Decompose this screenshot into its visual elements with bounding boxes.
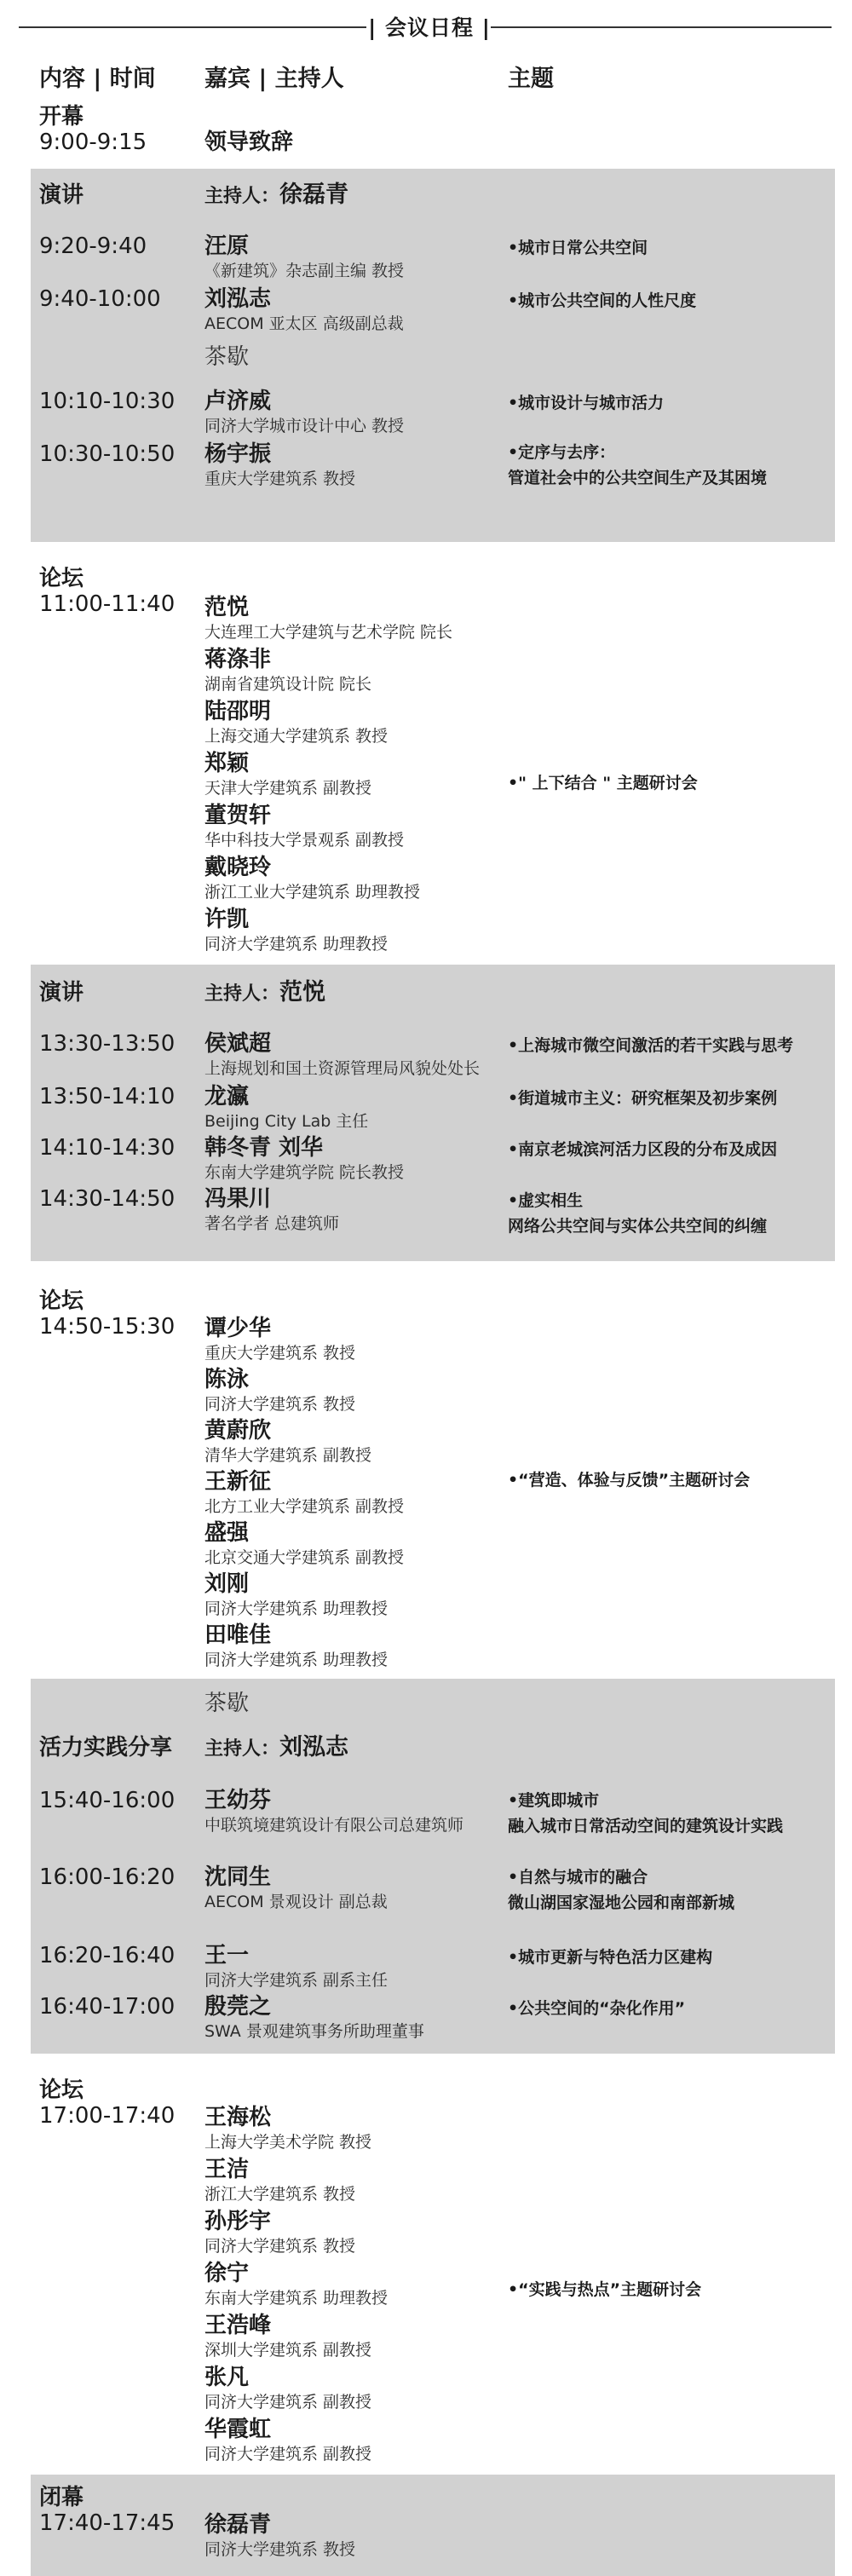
talk-1-row-4-speaker: 杨宇振 [204, 441, 272, 467]
agenda-title-bar [0, 5, 852, 39]
host-prefix: 主持人： [204, 186, 280, 207]
forum-3-panelist-affiliation: 同济大学建筑系 教授 [204, 2237, 356, 2256]
forum-2-panelist-name: 盛强 [204, 1520, 250, 1546]
practice-row-2-topic-line2: 微山湖国家湿地公园和南部新城 [508, 1893, 735, 1912]
forum-2-panelist-name: 黄蔚欣 [204, 1418, 272, 1444]
forum-1-time: 11:00-11:40 [39, 591, 176, 617]
opening-label: 开幕 [39, 104, 84, 130]
title-rule-right [491, 26, 832, 28]
talk-2-row-3-topic: •南京老城滨河活力区段的分布及成因 [508, 1140, 778, 1159]
practice-row-4-affiliation: SWA 景观建筑事务所助理董事 [204, 2022, 424, 2041]
talk-1-label: 演讲 [39, 182, 84, 208]
talk-1-row-4-topic-line2: 管道社会中的公共空间生产及其困境 [508, 469, 768, 487]
practice-row-4-topic: •公共空间的“杂化作用” [508, 1999, 686, 2018]
talk-1-row-2-time: 9:40-10:00 [39, 286, 161, 312]
forum-2-panelist-affiliation: 同济大学建筑系 助理教授 [204, 1651, 389, 1669]
practice-row-2-time: 16:00-16:20 [39, 1864, 176, 1890]
talk-1-row-2-topic: •城市公共空间的人性尺度 [508, 291, 697, 310]
host-name: 刘泓志 [279, 1734, 349, 1761]
talk-1-row-1-speaker: 汪原 [204, 233, 250, 259]
talk-1-row-1-topic: •城市日常公共空间 [508, 239, 648, 257]
forum-3-panelist-name: 华霞虹 [204, 2417, 272, 2442]
opening-time: 9:00-9:15 [39, 130, 147, 155]
talk-2-row-3-time: 14:10-14:30 [39, 1135, 176, 1161]
forum-2-panelist-name: 田唯佳 [204, 1622, 272, 1648]
practice-row-4-speaker: 殷莞之 [204, 1994, 272, 2020]
title-bracket-left: | [368, 15, 385, 40]
forum-1-panelist-name: 蒋涤非 [204, 647, 272, 672]
practice-row-1-speaker: 王幼芬 [204, 1788, 272, 1813]
forum-2-topic: •“营造、体验与反馈”主题研讨会 [508, 1471, 751, 1490]
talk-1-row-4-topic: •定序与去序： [508, 443, 616, 462]
talk-1-host [204, 181, 348, 211]
talk-2-row-4-topic: •虚实相生 [508, 1191, 584, 1210]
forum-3-panelist-affiliation: 浙江大学建筑系 教授 [204, 2185, 356, 2204]
talk-2-row-1-topic: •上海城市微空间激活的若干实践与思考 [508, 1036, 794, 1055]
talk-1-row-2-affiliation: AECOM 亚太区 高级副总裁 [204, 314, 404, 333]
forum-1-panelist-name: 董贺轩 [204, 803, 272, 828]
forum-2-panelist-affiliation: 同济大学建筑系 教授 [204, 1395, 356, 1414]
forum-1-panelist-affiliation: 同济大学建筑系 助理教授 [204, 935, 389, 954]
talk-2-row-2-affiliation: Beijing City Lab 主任 [204, 1112, 369, 1131]
forum-1-panelist-name: 许凯 [204, 907, 250, 932]
forum-1-panelist-affiliation: 大连理工大学建筑与艺术学院 院长 [204, 623, 453, 642]
forum-1-panelist-name: 陆邵明 [204, 699, 272, 724]
forum-3-panelist-affiliation: 东南大学建筑系 助理教授 [204, 2289, 389, 2308]
practice-row-3-topic: •城市更新与特色活力区建构 [508, 1948, 713, 1967]
practice-row-1-topic: •建筑即城市 [508, 1791, 600, 1810]
forum-2-panelist-name: 刘刚 [204, 1571, 250, 1597]
talk-1-row-2-speaker: 刘泓志 [204, 286, 272, 312]
talk-2-row-2-time: 13:50-14:10 [39, 1084, 176, 1109]
talk-2-row-2-speaker: 龙瀛 [204, 1084, 250, 1109]
forum-3-panelist-affiliation: 同济大学建筑系 副教授 [204, 2445, 372, 2464]
talk-2-row-2-topic: •街道城市主义：研究框架及初步案例 [508, 1089, 778, 1108]
talk-2-row-3-speaker: 韩冬青 刘华 [204, 1135, 324, 1161]
talk-1-row-4-affiliation: 重庆大学建筑系 教授 [204, 470, 356, 488]
forum-3-panelist-affiliation: 上海大学美术学院 教授 [204, 2133, 372, 2152]
forum-3-label: 论坛 [39, 2078, 84, 2103]
forum-2-panelist-name: 陈泳 [204, 1367, 250, 1392]
forum-1-panelist-affiliation: 湖南省建筑设计院 院长 [204, 675, 372, 694]
forum-3-panelist-name: 王洁 [204, 2157, 250, 2182]
talk-1-row-3-speaker: 卢济威 [204, 389, 272, 414]
talk-2-row-4-topic-line2: 网络公共空间与实体公共空间的纠缠 [508, 1217, 768, 1236]
closing-label: 闭幕 [39, 2485, 84, 2510]
forum-3-panelist-affiliation: 深圳大学建筑系 副教授 [204, 2341, 372, 2360]
talk-2-host [204, 978, 325, 1009]
practice-row-1-affiliation: 中联筑境建筑设计有限公司总建筑师 [204, 1816, 464, 1835]
talk-1-row-3-affiliation: 同济大学城市设计中心 教授 [204, 417, 405, 435]
talk-1-row-1-affiliation: 《新建筑》杂志副主编 教授 [204, 262, 405, 280]
talk-1-row-4-time: 10:30-10:50 [39, 441, 176, 467]
practice-host [204, 1733, 348, 1764]
talk-2-row-4-time: 14:30-14:50 [39, 1186, 176, 1212]
practice-row-1-topic-line2: 融入城市日常活动空间的建筑设计实践 [508, 1817, 784, 1835]
talk-2-row-4-affiliation: 著名学者 总建筑师 [204, 1214, 340, 1233]
forum-3-time: 17:00-17:40 [39, 2103, 176, 2129]
talk-2-row-1-time: 13:30-13:50 [39, 1031, 176, 1057]
forum-2-panelist-name: 王新征 [204, 1469, 272, 1495]
forum-2-time: 14:50-15:30 [39, 1314, 176, 1340]
talk-2-row-1-speaker: 侯斌超 [204, 1031, 272, 1057]
practice-label: 活力实践分享 [39, 1735, 173, 1761]
closing-affiliation: 同济大学建筑系 教授 [204, 2540, 356, 2559]
host-name: 范悦 [279, 979, 326, 1006]
practice-tea-break: 茶歇 [204, 1691, 250, 1716]
column-header-topic: 主题 [508, 66, 554, 92]
forum-1-panelist-affiliation: 浙江工业大学建筑系 助理教授 [204, 883, 421, 902]
talk-2-label: 演讲 [39, 980, 84, 1006]
talk-2-row-4-speaker: 冯果川 [204, 1186, 272, 1212]
talk-1-row-3-time: 10:10-10:30 [39, 389, 176, 414]
forum-2-panelist-affiliation: 重庆大学建筑系 教授 [204, 1344, 356, 1363]
forum-1-panelist-affiliation: 上海交通大学建筑系 教授 [204, 727, 389, 746]
forum-1-panelist-name: 范悦 [204, 595, 250, 620]
talk-1-tea-break: 茶歇 [204, 344, 250, 370]
talk-2-row-1-affiliation: 上海规划和国土资源管理局风貌处处长 [204, 1059, 481, 1078]
forum-3-panelist-name: 王海松 [204, 2105, 272, 2130]
forum-3-panelist-name: 张凡 [204, 2365, 250, 2390]
closing-speaker: 徐磊青 [204, 2512, 272, 2538]
practice-row-3-time: 16:20-16:40 [39, 1943, 176, 1968]
opening-content: 领导致辞 [204, 130, 294, 155]
practice-row-4-time: 16:40-17:00 [39, 1994, 176, 2020]
title-bracket-right: | [474, 15, 491, 40]
practice-row-1-time: 15:40-16:00 [39, 1788, 176, 1813]
host-name: 徐磊青 [279, 182, 349, 208]
talk-1-row-3-topic: •城市设计与城市活力 [508, 394, 665, 412]
forum-3-panelist-name: 王浩峰 [204, 2313, 272, 2338]
column-header-content-time: 内容 | 时间 [39, 66, 156, 92]
forum-3-topic: •“实践与热点”主题研讨会 [508, 2280, 702, 2299]
forum-1-label: 论坛 [39, 566, 84, 591]
host-prefix: 主持人： [204, 1738, 280, 1760]
forum-1-topic: •" 上下结合 " 主题研讨会 [508, 774, 698, 792]
forum-2-panelist-affiliation: 同济大学建筑系 助理教授 [204, 1599, 389, 1618]
practice-row-3-speaker: 王一 [204, 1943, 250, 1968]
forum-3-panelist-affiliation: 同济大学建筑系 副教授 [204, 2393, 372, 2412]
forum-1-panelist-affiliation: 华中科技大学景观系 副教授 [204, 831, 405, 850]
forum-2-panelist-name: 谭少华 [204, 1316, 272, 1341]
forum-2-panelist-affiliation: 北京交通大学建筑系 副教授 [204, 1548, 405, 1567]
forum-1-panelist-name: 郑颖 [204, 751, 250, 776]
talk-2-row-3-affiliation: 东南大学建筑学院 院长教授 [204, 1163, 405, 1182]
forum-2-panelist-affiliation: 北方工业大学建筑系 副教授 [204, 1497, 405, 1516]
page-title: 会议日程 [384, 15, 474, 40]
column-header-guest-host: 嘉宾 | 主持人 [204, 66, 344, 92]
practice-row-3-affiliation: 同济大学建筑系 副系主任 [204, 1971, 389, 1990]
practice-row-2-affiliation: AECOM 景观设计 副总裁 [204, 1893, 388, 1911]
talk-1-row-1-time: 9:20-9:40 [39, 233, 147, 259]
forum-2-label: 论坛 [39, 1288, 84, 1314]
closing-time: 17:40-17:45 [39, 2510, 176, 2536]
practice-row-2-topic: •自然与城市的融合 [508, 1868, 648, 1887]
forum-3-panelist-name: 孙彤宇 [204, 2209, 272, 2234]
forum-3-panelist-name: 徐宁 [204, 2261, 250, 2286]
forum-1-panelist-affiliation: 天津大学建筑系 副教授 [204, 779, 372, 798]
practice-row-2-speaker: 沈同生 [204, 1864, 272, 1890]
title-rule-left [19, 26, 366, 28]
forum-2-panelist-affiliation: 清华大学建筑系 副教授 [204, 1446, 372, 1465]
host-prefix: 主持人： [204, 983, 280, 1005]
forum-1-panelist-name: 戴晓玲 [204, 855, 272, 880]
